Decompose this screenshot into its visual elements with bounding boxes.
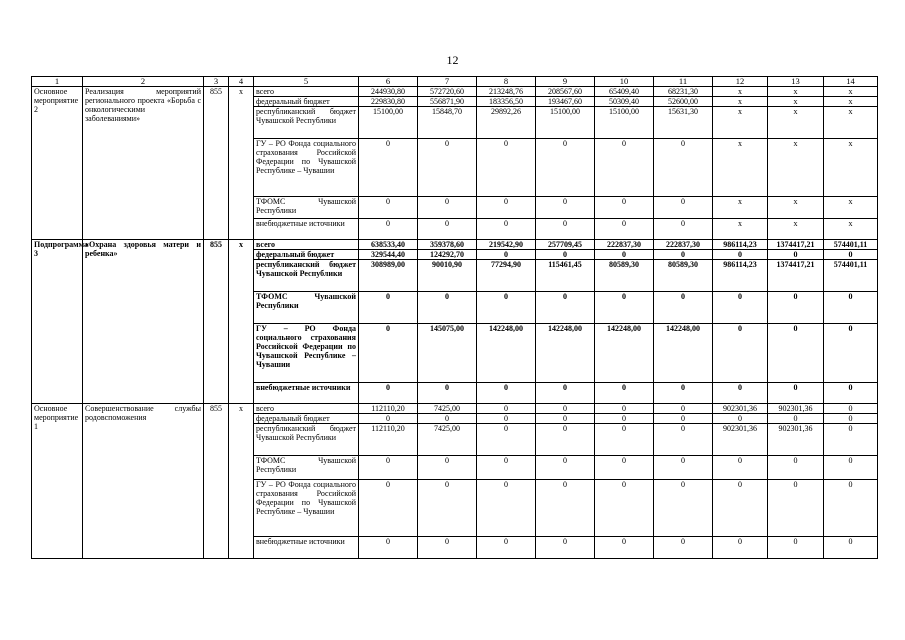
amount-cell: 0 (595, 414, 654, 424)
amount-cell: 124292,70 (418, 250, 477, 260)
amount-cell: 208567,60 (536, 87, 595, 97)
amount-cell: 0 (418, 414, 477, 424)
amount-cell: 359378,60 (418, 240, 477, 250)
amount-cell: 0 (824, 250, 878, 260)
amount-cell: 183356,50 (477, 97, 536, 107)
amount-cell: 112110,20 (359, 404, 418, 414)
amount-cell: х (824, 219, 878, 240)
amount-cell: 15848,70 (418, 107, 477, 139)
amount-cell: х (713, 87, 768, 97)
column-header: 8 (477, 77, 536, 87)
amount-cell: 0 (536, 414, 595, 424)
amount-cell: 80589,30 (654, 260, 713, 292)
amount-cell: 0 (824, 456, 878, 480)
amount-cell: 193467,60 (536, 97, 595, 107)
funding-source-cell: федеральный бюджет (254, 97, 359, 107)
column-header: 5 (254, 77, 359, 87)
amount-cell: 0 (418, 456, 477, 480)
program-code-cell: Основное мероприятие 2 (32, 87, 83, 240)
budget-table (31, 76, 878, 559)
amount-cell: 112110,20 (359, 424, 418, 456)
amount-cell: 0 (359, 219, 418, 240)
amount-cell: 0 (824, 414, 878, 424)
column-header: 6 (359, 77, 418, 87)
funding-source-cell: всего (254, 404, 359, 414)
amount-cell: 0 (359, 537, 418, 559)
program-name-cell: Реализация мероприятий регионального проекта «Борьба с онкологическими заболеваниями» (83, 87, 204, 240)
funding-source-cell: ТФОМС Чувашской Республики (254, 197, 359, 219)
amount-cell: 0 (536, 456, 595, 480)
amount-cell: 0 (536, 250, 595, 260)
table-row (32, 404, 878, 414)
amount-cell: х (768, 87, 824, 97)
table-row (32, 240, 878, 250)
amount-cell: 0 (824, 424, 878, 456)
column-header: 9 (536, 77, 595, 87)
amount-cell: 0 (536, 292, 595, 324)
funding-source-cell: ГУ – РО Фонда социального страхования Российской Федерации по Чувашской Республике – Чувашии (254, 139, 359, 197)
amount-cell: 0 (595, 383, 654, 404)
amount-cell: 257709,45 (536, 240, 595, 250)
amount-cell: 68231,30 (654, 87, 713, 97)
amount-cell: 0 (654, 537, 713, 559)
amount-cell: 0 (824, 537, 878, 559)
amount-cell: х (713, 219, 768, 240)
amount-cell: 0 (768, 324, 824, 383)
amount-cell: 145075,00 (418, 324, 477, 383)
amount-cell: х (713, 139, 768, 197)
column-header: 7 (418, 77, 477, 87)
amount-cell: 0 (536, 383, 595, 404)
amount-cell: 0 (536, 537, 595, 559)
amount-cell: 80589,30 (595, 260, 654, 292)
amount-cell: 0 (654, 250, 713, 260)
code-cell: х (229, 87, 254, 240)
amount-cell: 0 (418, 139, 477, 197)
amount-cell: 0 (595, 250, 654, 260)
amount-cell: 0 (713, 324, 768, 383)
amount-cell: 0 (359, 139, 418, 197)
amount-cell: 142248,00 (477, 324, 536, 383)
table-body (32, 77, 878, 559)
amount-cell: 0 (418, 383, 477, 404)
amount-cell: 219542,90 (477, 240, 536, 250)
amount-cell: 0 (768, 456, 824, 480)
amount-cell: 0 (477, 139, 536, 197)
amount-cell: 0 (713, 456, 768, 480)
amount-cell: 0 (654, 219, 713, 240)
amount-cell: 0 (536, 480, 595, 537)
amount-cell: 229830,80 (359, 97, 418, 107)
amount-cell: 0 (477, 292, 536, 324)
amount-cell: х (768, 219, 824, 240)
amount-cell: 0 (359, 414, 418, 424)
amount-cell: 0 (477, 219, 536, 240)
amount-cell: х (824, 87, 878, 97)
amount-cell: 0 (536, 219, 595, 240)
funding-source-cell: федеральный бюджет (254, 250, 359, 260)
amount-cell: 0 (477, 404, 536, 414)
funding-source-cell: ТФОМС Чувашской Республики (254, 292, 359, 324)
amount-cell: 15100,00 (536, 107, 595, 139)
funding-source-cell: республиканский бюджет Чувашской Республики (254, 260, 359, 292)
amount-cell: 7425,00 (418, 424, 477, 456)
code-cell: х (229, 240, 254, 404)
amount-cell: 0 (359, 324, 418, 383)
amount-cell: х (713, 97, 768, 107)
amount-cell: 0 (654, 424, 713, 456)
program-code-cell: Подпрограмма 3 (32, 240, 83, 404)
amount-cell: 574401,11 (824, 240, 878, 250)
amount-cell: 0 (654, 139, 713, 197)
amount-cell: 142248,00 (654, 324, 713, 383)
table-row (32, 87, 878, 97)
column-header: 1 (32, 77, 83, 87)
amount-cell: 15100,00 (359, 107, 418, 139)
program-name-cell: Совершенствование службы родовспоможения (83, 404, 204, 559)
amount-cell: 902301,36 (713, 424, 768, 456)
amount-cell: 0 (768, 537, 824, 559)
funding-source-cell: внебюджетные источники (254, 537, 359, 559)
amount-cell: 0 (595, 424, 654, 456)
funding-source-cell: внебюджетные источники (254, 219, 359, 240)
amount-cell: 0 (477, 250, 536, 260)
amount-cell: 0 (654, 404, 713, 414)
amount-cell: 0 (654, 456, 713, 480)
amount-cell: 902301,36 (768, 424, 824, 456)
amount-cell: 0 (654, 480, 713, 537)
amount-cell: 90010,90 (418, 260, 477, 292)
amount-cell: х (768, 197, 824, 219)
amount-cell: 0 (595, 219, 654, 240)
amount-cell: 0 (359, 197, 418, 219)
amount-cell: 0 (654, 197, 713, 219)
amount-cell: х (713, 107, 768, 139)
amount-cell: 0 (768, 480, 824, 537)
amount-cell: 0 (359, 456, 418, 480)
program-code-cell: Основное мероприятие 1 (32, 404, 83, 559)
amount-cell: 0 (477, 414, 536, 424)
amount-cell: 0 (359, 292, 418, 324)
amount-cell: 0 (536, 424, 595, 456)
amount-cell: 0 (713, 383, 768, 404)
amount-cell: 15631,30 (654, 107, 713, 139)
amount-cell: 0 (824, 292, 878, 324)
amount-cell: 115461,45 (536, 260, 595, 292)
amount-cell: 0 (595, 197, 654, 219)
code-cell: х (229, 404, 254, 559)
column-header: 11 (654, 77, 713, 87)
amount-cell: 244930,80 (359, 87, 418, 97)
amount-cell: 0 (477, 197, 536, 219)
amount-cell: 0 (536, 197, 595, 219)
amount-cell: 986114,23 (713, 260, 768, 292)
amount-cell: 0 (477, 537, 536, 559)
amount-cell: 0 (359, 480, 418, 537)
amount-cell: 0 (418, 292, 477, 324)
program-name-cell: «Охрана здоровья матери и ребенка» (83, 240, 204, 404)
amount-cell: 29892,26 (477, 107, 536, 139)
column-header: 10 (595, 77, 654, 87)
amount-cell: 0 (595, 456, 654, 480)
amount-cell: х (768, 107, 824, 139)
amount-cell: 7425,00 (418, 404, 477, 414)
funding-source-cell: республиканский бюджет Чувашской Республики (254, 424, 359, 456)
amount-cell: 0 (477, 456, 536, 480)
column-header: 14 (824, 77, 878, 87)
amount-cell: 0 (768, 250, 824, 260)
amount-cell: х (824, 139, 878, 197)
amount-cell: 0 (418, 197, 477, 219)
page-number: 12 (446, 53, 459, 67)
amount-cell: 0 (595, 404, 654, 414)
amount-cell: 0 (359, 383, 418, 404)
amount-cell: х (824, 107, 878, 139)
amount-cell: 0 (418, 480, 477, 537)
funding-source-cell: ГУ – РО Фонда социального страхования Российской Федерации по Чувашской Республике – Чувашии (254, 324, 359, 383)
amount-cell: 0 (713, 480, 768, 537)
amount-cell: 142248,00 (536, 324, 595, 383)
grbs-cell: 855 (204, 87, 229, 240)
amount-cell: 222837,30 (654, 240, 713, 250)
funding-source-cell: ГУ – РО Фонда социального страхования Российской Федерации по Чувашской Республике – Чувашии (254, 480, 359, 537)
column-header: 2 (83, 77, 204, 87)
header-row (32, 77, 878, 87)
funding-source-cell: всего (254, 87, 359, 97)
amount-cell: 0 (654, 383, 713, 404)
funding-source-cell: внебюджетные источники (254, 383, 359, 404)
amount-cell: 0 (595, 537, 654, 559)
funding-source-cell: всего (254, 240, 359, 250)
amount-cell: 574401,11 (824, 260, 878, 292)
column-header: 3 (204, 77, 229, 87)
funding-source-cell: ТФОМС Чувашской Республики (254, 456, 359, 480)
amount-cell: 0 (824, 404, 878, 414)
amount-cell: 15100,00 (595, 107, 654, 139)
amount-cell: 0 (477, 480, 536, 537)
funding-source-cell: республиканский бюджет Чувашской Республики (254, 107, 359, 139)
amount-cell: 1374417,21 (768, 260, 824, 292)
amount-cell: 986114,23 (713, 240, 768, 250)
amount-cell: 52600,00 (654, 97, 713, 107)
amount-cell: 0 (768, 414, 824, 424)
amount-cell: х (824, 97, 878, 107)
amount-cell: 50309,40 (595, 97, 654, 107)
amount-cell: 572720,60 (418, 87, 477, 97)
grbs-cell: 855 (204, 240, 229, 404)
amount-cell: 0 (824, 324, 878, 383)
amount-cell: 0 (768, 292, 824, 324)
amount-cell: 0 (713, 292, 768, 324)
amount-cell: 0 (477, 424, 536, 456)
amount-cell: 0 (713, 414, 768, 424)
amount-cell: 0 (477, 383, 536, 404)
amount-cell: 902301,36 (768, 404, 824, 414)
amount-cell: 638533,40 (359, 240, 418, 250)
column-header: 4 (229, 77, 254, 87)
amount-cell: х (768, 97, 824, 107)
amount-cell: 0 (768, 383, 824, 404)
amount-cell: 902301,36 (713, 404, 768, 414)
amount-cell: 142248,00 (595, 324, 654, 383)
amount-cell: х (713, 197, 768, 219)
column-header: 13 (768, 77, 824, 87)
amount-cell: 0 (654, 414, 713, 424)
amount-cell: 0 (595, 292, 654, 324)
amount-cell: 222837,30 (595, 240, 654, 250)
amount-cell: 308989,00 (359, 260, 418, 292)
column-header: 12 (713, 77, 768, 87)
amount-cell: 0 (713, 537, 768, 559)
amount-cell: 0 (654, 292, 713, 324)
amount-cell: 0 (824, 480, 878, 537)
amount-cell: 0 (713, 250, 768, 260)
amount-cell: 0 (536, 139, 595, 197)
amount-cell: 0 (595, 139, 654, 197)
amount-cell: 77294,90 (477, 260, 536, 292)
funding-source-cell: федеральный бюджет (254, 414, 359, 424)
amount-cell: 556871,90 (418, 97, 477, 107)
amount-cell: 329544,40 (359, 250, 418, 260)
amount-cell: 65409,40 (595, 87, 654, 97)
amount-cell: 0 (418, 537, 477, 559)
amount-cell: х (768, 139, 824, 197)
amount-cell: 0 (418, 219, 477, 240)
grbs-cell: 855 (204, 404, 229, 559)
amount-cell: х (824, 197, 878, 219)
amount-cell: 1374417,21 (768, 240, 824, 250)
amount-cell: 213248,76 (477, 87, 536, 97)
amount-cell: 0 (595, 480, 654, 537)
amount-cell: 0 (536, 404, 595, 414)
amount-cell: 0 (824, 383, 878, 404)
